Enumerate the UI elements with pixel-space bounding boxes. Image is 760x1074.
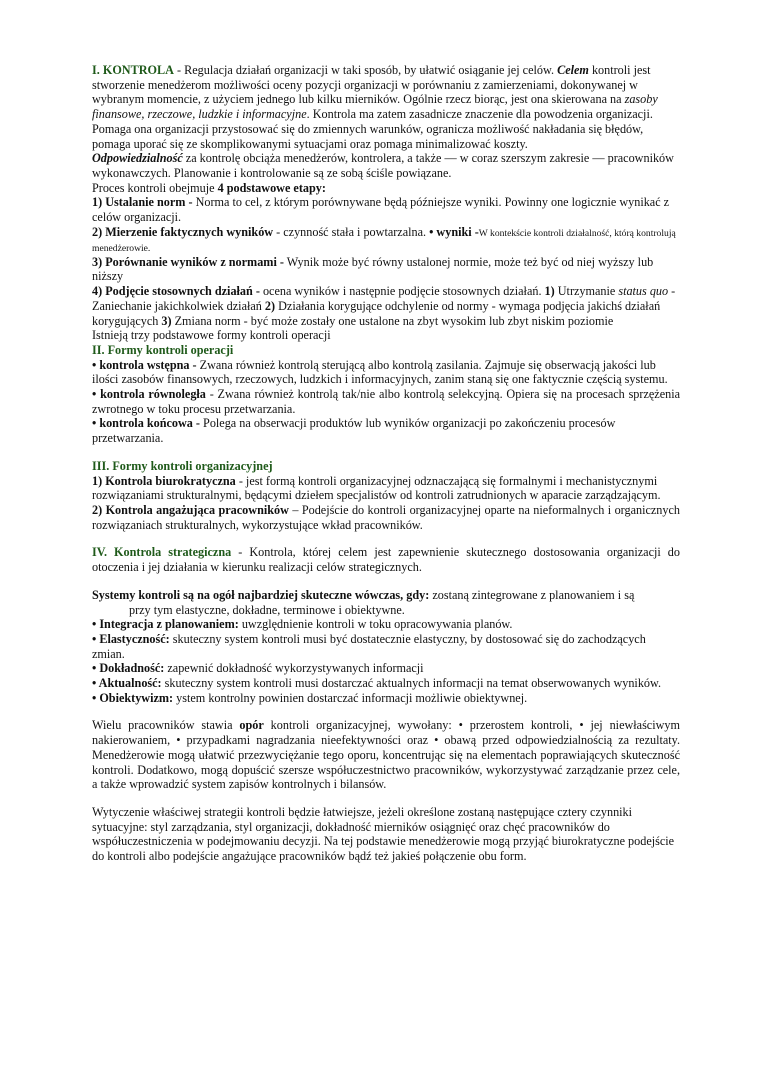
section-heading: I. KONTROLA bbox=[92, 63, 174, 77]
strategy-paragraph: Wytyczenie właściwej strategii kontroli będzie łatwiejsze, jeżeli określone zostaną następujące cztery czynniki sytuacyjne: styl zarządzania, styl organizacji, dokładność mierników osiągnięć oraz chęć pracowników do współuczestniczenia w podejmowaniu decyzji. Na tej podstawie menedżerowie mogą przyjąć biurokratyczne podejście do kontroli albo podejście angażujące pracowników bądź też jakieś połączenie obu form. bbox=[92, 804, 675, 864]
document-page bbox=[92, 63, 680, 864]
item-label: • Elastyczność: bbox=[92, 631, 170, 646]
text: skuteczny system kontroli musi dostarczać aktualnych informacji na temat obserwowanych wyników. bbox=[161, 676, 662, 691]
item-label: Kontrola biurokratyczna bbox=[102, 473, 236, 488]
stage-label: 3) Porównanie wyników z normami - bbox=[92, 254, 284, 269]
text: zapewnić dokładność wykorzystywanych informacji bbox=[164, 661, 424, 676]
term-status-quo: status quo bbox=[618, 284, 669, 299]
stage-1 bbox=[92, 195, 680, 224]
text: Norma to cel, z którym porównywane będą późniejsze wyniki. Powinny one logicznie wynikać z celów organizacji. bbox=[92, 195, 670, 225]
text: Działania korygujące odchylenie od normy - wymaga podjęcia jakichś działań korygujących bbox=[92, 298, 661, 328]
section-kontrola bbox=[92, 63, 680, 181]
section-heading bbox=[92, 459, 680, 474]
text: ocena wyników i następnie podjęcie stosownych działań. bbox=[259, 284, 545, 299]
section-heading-text: IV. Kontrola strategiczna bbox=[92, 545, 232, 560]
text: - czynność stała i powtarzalna. bbox=[273, 224, 430, 239]
list-item bbox=[92, 617, 680, 632]
item-label: • Obiektywizm: bbox=[92, 690, 174, 705]
text: za kontrolę obciąża menedżerów, kontrolera, a także — w coraz szerszym zakresie — pracowników wykonawczych. Planowanie i kontrolowanie są ze sobą ściśle powiązane. bbox=[92, 151, 674, 180]
text: kontroli organizacyjnej, wywołany: • przerostem kontroli, • jej niewłaściwym nakierowaniem, • przypadkami nagradzania nieefektywności oraz • obawą przed odpowiedzialnością za rezultaty. Menedżerowie mogą ułatwić przezwyciężanie tego oporu, koncentrując się na elementach poprawiających skuteczność kontroli. Dodatkowo, mogą dopuścić szersze współuczestnictwo pracowników, wykorzystywać zarządzanie przez cele, a także wprowadzić system zapisów kontrolnych i bilansów. bbox=[92, 718, 680, 792]
list-item bbox=[92, 416, 680, 445]
list-item bbox=[92, 387, 680, 416]
item-label: • Aktualność: bbox=[92, 676, 162, 691]
stage-label: 1) Ustalanie norm - bbox=[92, 195, 193, 210]
text: - jest formą kontroli organizacyjnej odznaczającą się formalnymi i mechanistycznymi rozwiązaniami strukturalnymi, będącymi dziełem specjalistów od kontroli zatrudnionych w aparacie zarządzającym. bbox=[92, 473, 661, 503]
text: – Podejście do kontroli organizacyjnej oparte na nieformalnych i organicznych rozwiązaniach strukturalnych, wykorzystujące wkład pracowników. bbox=[92, 502, 680, 532]
stage-2 bbox=[92, 225, 680, 255]
text: Zmiana norm - być może zostały one ustalone na zbyt wysokim lub zbyt niskim poziomie bbox=[171, 313, 614, 328]
list-item bbox=[92, 676, 680, 691]
text-bold: Systemy kontroli są na ogół najbardziej skuteczne wówczas, gdy: bbox=[92, 587, 430, 602]
text: kontroli jest stworzenie menedżerom możliwości oceny pozycji organizacji w porównaniu z zamierzeniami, dokonywanej w wybranym momencie, z użyciem jednego lub kilku mierników. Ogólnie rzecz biorąc, jest ona skierowana na bbox=[92, 63, 651, 107]
text: Utrzymanie bbox=[554, 284, 619, 299]
text-bold: • wyniki - bbox=[429, 224, 479, 239]
text: Zwana również kontrolą sterującą albo kontrolą zasilania. Zajmuje się obserwacją jakości lub ilości zasobów finansowych, rzeczowych, ludzkich i informacyjnych, zanim staną się one faktycznie częścią systemu. bbox=[92, 357, 668, 387]
section-strategic bbox=[92, 545, 680, 574]
list-item bbox=[92, 474, 680, 503]
item-label: • Dokładność: bbox=[92, 661, 165, 676]
section-heading-text: III. Formy kontroli organizacyjnej bbox=[92, 458, 273, 473]
text-bold: 1) bbox=[544, 284, 555, 299]
forms-intro: Istnieją trzy podstawowe formy kontroli operacji bbox=[92, 328, 331, 343]
term-celem: Celem bbox=[557, 63, 589, 77]
systems-lead-cont: przy tym elastyczne, dokładne, terminowe i obiektywne. bbox=[129, 602, 405, 617]
text: Wielu pracowników stawia bbox=[92, 718, 240, 733]
item-number: 1) bbox=[92, 473, 103, 488]
text: zostaną zintegrowane z planowaniem i są bbox=[429, 587, 635, 602]
stage-label: 2) Mierzenie faktycznych wyników bbox=[92, 224, 274, 239]
text: skuteczny system kontroli musi być dostatecznie elastyczny, by dostosować się do zachodzących zmian. bbox=[92, 631, 646, 661]
text: ystem kontrolny powinien dostarczać informacji możliwie obiektywnej. bbox=[173, 690, 528, 705]
list-item bbox=[92, 661, 680, 676]
stage-4 bbox=[92, 284, 680, 328]
term-opor: opór bbox=[239, 718, 264, 733]
text-bold: 2) bbox=[264, 298, 276, 313]
list-item bbox=[92, 691, 680, 706]
item-label: • kontrola równoległa bbox=[92, 387, 206, 402]
item-label: • Integracja z planowaniem: bbox=[92, 617, 239, 632]
text: - Zaniechanie jakichkolwiek działań bbox=[92, 284, 676, 313]
footnote-text: W kontekście kontroli działalność, którą kontrolują menedżerowie. bbox=[92, 227, 676, 254]
item-label: • kontrola wstępna - bbox=[92, 357, 197, 372]
text: uwzględnienie kontroli w toku opracowywania planów. bbox=[238, 617, 513, 632]
text: - Regulacja działań organizacji w taki sposób, by ułatwić osiąganie jej celów. bbox=[173, 63, 558, 77]
term-odpowiedzialnosc: Odpowiedzialność bbox=[92, 151, 183, 166]
item-number: 2) bbox=[92, 502, 103, 517]
resistance-paragraph bbox=[92, 718, 680, 792]
section-heading-text: II. Formy kontroli operacji bbox=[92, 342, 234, 357]
list-item bbox=[92, 358, 680, 387]
text-bold: 4 podstawowe etapy: bbox=[217, 180, 326, 195]
list-item bbox=[92, 503, 680, 532]
systems-lead bbox=[92, 588, 680, 603]
term-zasoby: zasoby finansowe, rzeczowe, ludzkie i informacyjne bbox=[92, 92, 658, 122]
text: Polega na obserwacji produktów lub wyników organizacji po zakończeniu procesów przetwarzania. bbox=[92, 416, 616, 446]
text: - Kontrola, której celem jest zapewnienie skutecznego dostosowania organizacji do otoczenia i jej działania w kierunku realizacji celów strategicznych. bbox=[92, 545, 680, 575]
stage-label: 4) Podjęcie stosownych działań - bbox=[92, 284, 260, 299]
text: . Kontrola ma zatem zasadnicze znaczenie dla powodzenia organizacji. Pomaga ona organizacji przystosować się do zmiennych warunków, ogranicza możliwość nakładania się błędów, pomaga uporać się ze skomplikowanymi sytuacjami oraz pomaga minimalizować koszty. bbox=[92, 107, 653, 151]
text: Proces kontroli obejmuje bbox=[92, 180, 218, 195]
item-label: Kontrola angażująca pracowników bbox=[102, 502, 289, 517]
text: - Zwana również kontrolą tak/nie albo kontrolą selekcyjną. Opiera się na procesach sprzężenia zwrotnego w toku procesu przetwarzania. bbox=[92, 387, 680, 416]
process-intro bbox=[92, 181, 680, 196]
item-label: • kontrola końcowa - bbox=[92, 416, 200, 431]
text: Wynik może być równy ustalonej normie, może też być od niej wyższy lub niższy bbox=[92, 254, 654, 284]
text-bold: 3) bbox=[161, 313, 172, 328]
section-heading bbox=[92, 343, 680, 358]
stage-3 bbox=[92, 255, 680, 284]
list-item bbox=[92, 632, 680, 661]
